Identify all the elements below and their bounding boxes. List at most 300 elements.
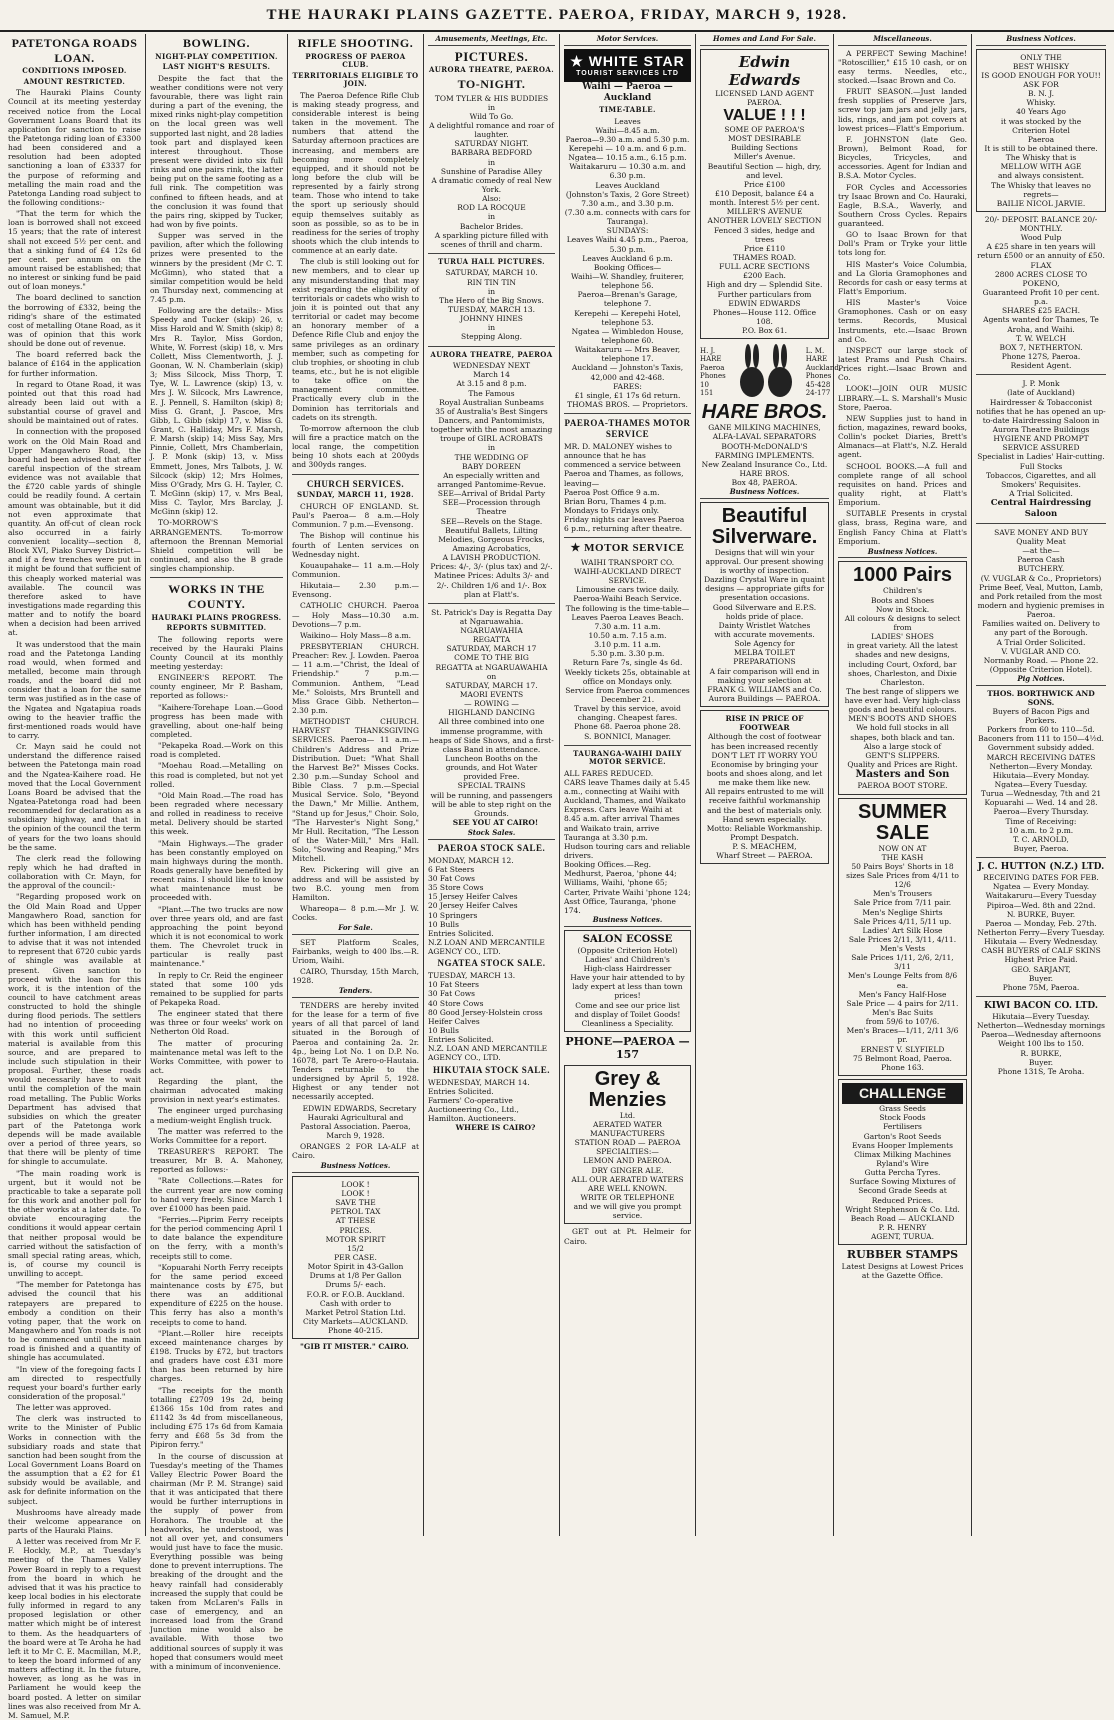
column-2 [146,34,288,1671]
text-line: Waitakaruru—Every Tuesday [985,891,1097,901]
text-line: Normanby Road. — Phone 22. [983,655,1099,665]
text-line: Buyer. [1028,1057,1054,1067]
paragraph: Mushrooms have already made their welcome appearance on parts of the Hauraki Plains. [8,1507,141,1535]
text-line: PETROL TAX [330,1207,381,1217]
divider [976,857,1106,858]
paragraph: The board declined to sanction the borrowing of £332, being the riding's share of the estimated cost of metalling Otane Road, as it was of opinion that this work should be done out of revenue. [8,293,141,349]
text-line: Ltd. [619,1110,636,1120]
text-line: RECEIVING DATES FOR FEB. [983,873,1099,883]
text-line: HARE BROS. [739,468,790,478]
text-line: Criterion Hotel [1012,125,1070,135]
text-line: Economise by bringing your boots and shoes along, and let me make them like new. [706,759,823,788]
paragraph: LOOK!—JOIN OUR MUSIC LIBRARY.—L. S. Marshall's Music Store, Paeroa. [838,384,967,412]
text-line: N.Z LOAN AND MERCANTILE AGENCY CO., LTD. [428,937,545,957]
star-icon: ★ [570,52,584,69]
text-line: AT THESE [335,1216,376,1226]
text-line: with accurate movements. [714,630,815,640]
divider [976,374,1106,375]
paragraph: The matter of procuring maintenance metal was left to the Works Committee, with power to act. [150,1038,283,1075]
text-line: Wright Stephenson & Co. Ltd. [845,1204,960,1214]
turua-list [428,268,555,341]
text-line: CASH BUYERS of CALF SKINS [981,946,1101,956]
text-line: Fertilisers [883,1122,922,1132]
text-line: Farmers' Co-operative Auctioneering Co., Ltd., Hamilton. Auctioneers. [428,1095,519,1124]
paragraph: "Moehau Road.—Metalling on this road is completed, but not yet rolled. [150,761,283,789]
text-line: £200 Each. [743,271,786,281]
text-line: — ROWING — [464,699,519,709]
text-line: Sole Agency for [734,639,795,649]
text-line: 6 Fat Steers [428,864,475,874]
hutton-list [976,873,1106,992]
text-line: A dramatic comedy of real New York. [431,175,552,194]
flax-ad [976,215,1106,370]
route: Waihi — Paeroa — Auckland [582,82,673,104]
text-line: 10 Bulls [428,1026,459,1036]
text-line: Cash with order to [319,1298,392,1308]
text-line: We hold full stocks in all shapes, both black and tan. [850,723,955,742]
text-line: SUNDAYS: [606,226,649,236]
text-line: Ngatea— 10.15 a.m., 6.15 p.m. [568,153,687,163]
text-line: Buyer, Paeroa. [1013,844,1069,854]
text-line: Netherton—Wednesday mornings [977,1021,1105,1031]
text-line: Auckland — Johnston's Taxis, 42,000 and 42-468. [571,363,684,382]
section-misc: Miscellaneous. [838,35,967,46]
text-line: SATURDAY, MARCH 10. [445,268,538,278]
paeroa-stock-list [428,856,555,957]
paragraph: INSPECT our large stock of latest Prams and Push Chairs. Prices right.—Isaac Brown and Co. [838,345,967,383]
text-line: Motor Spirit in 43-Gallon Drums at 1/8 Per Gallon [307,1262,404,1281]
text-line: A Trial Order Solicited. [996,637,1086,647]
text-line: BOOTH-McDONALD'S [721,441,808,451]
paragraph: A PERFECT Sewing Machine! "Rotoscillier," £15 10 cash, or on easy terms. Needles, etc., stocked.—Isaac Brown and Co. [838,48,967,85]
text-line: BOX 7, NETHERTON. [999,342,1083,352]
text-line: The Whisky that is [1005,153,1077,163]
paragraph: "Main Highways.—The grader has been constantly employed on main highways during the month. Roads generally have benefited by recent rains. I should like to know what maintenance must be proceeded with. [150,838,283,903]
text-line: HIGHLAND DANCING [448,708,535,718]
article-body [8,88,141,1720]
paragraph: "Plant.—Roller hire receipts exceed maintenance charges by £198. Trucks by £72, but tractors and graders have cost £31 more than has been returned by hire charges. [150,1328,283,1384]
text-line: Although the cost of footwear has been increased recently [707,732,822,751]
text-line: Paeroa-Waihi Beach Service. [573,594,682,604]
edwin-list [704,89,825,107]
article-body [150,635,283,1671]
text-line: H. J. [700,346,716,355]
text-line: Fenced 3 sides, hedge and trees [714,225,815,244]
text-line: Ngatea—Every Tuesday. [994,780,1088,790]
text-line: Netherton—Every Monday. [989,761,1093,771]
text-line: MONDAY, MARCH 12. [428,855,514,865]
text-line: in [487,286,496,296]
text-line: Designs that will win your approval. Our present showing is worthy of inspection. [705,547,824,576]
divider [428,603,555,604]
hare-bros-logo [700,342,842,402]
text-line: B. N. J. [1028,89,1054,99]
cairo-ad: SEE YOU AT CAIRO! [452,818,539,828]
text-line: 40 Store Cows [428,998,484,1008]
text-line: WEDNESDAY, MARCH 14. [428,1077,530,1087]
text-line: FLAX [1030,260,1052,270]
text-line: Climax Milking Machines [854,1149,951,1159]
divider [292,474,419,475]
text-line: 20 Jersey Heifer Calves [428,901,518,911]
text-line: 40 Years Ago [1016,107,1066,117]
text-line: ARE WELL KNOWN. [588,1183,667,1193]
text-line: 151 [700,389,714,398]
text-line: STATION ROAD — PAEROA [574,1138,681,1148]
paragraph: SCHOOL BOOKS.—A full and complete range of all school requisites on hand. Prices and quality right, at Flatt's Emporium. [838,461,967,508]
paragraph: The Bishop will continue his fourth of Lenten services on Wednesday night. [292,531,419,559]
text-line: FARES: [613,381,642,391]
paragraph: HIS Master's Voice Gramophones. Cash or on easy terms. Records, Musical Instruments, etc.—Isaac Brown and Co. [838,298,967,344]
text-line: S. BONNICI, Manager. [584,731,671,741]
text-line: Men's Trousers [873,889,932,899]
subhead: LAST NIGHT'S RESULTS. [162,62,271,72]
silverware-ad [700,502,829,707]
text-line: It is still to be obtained there. [984,143,1098,153]
text-line: Waihi—W. Shandley, fruiterer, telephone 56. [571,272,684,291]
text-line: Sale Price — 4 pairs for 2/11. [846,998,959,1008]
divider [976,523,1106,524]
text-line: MEN'S BOOTS AND SHOES [848,714,957,724]
text-line: SEE—Revels on the Stage. [440,516,543,526]
text-line: Porkers from 60 to 110—5d. [987,725,1095,735]
text-line: in [487,102,496,112]
column-7 [834,34,972,1536]
paragraph: The matter was referred to the Works Committee for a report. [150,1126,283,1145]
text-line: Sale Prices 1/11, 2/6, 2/11, 3/11 [851,953,954,972]
text-line: BEST WHISKY [1012,61,1070,71]
text-line: Tobaccos, Cigarettes, and all Smokers' Requisites. [985,470,1096,489]
text-line: Guaranteed Profit 10 per cent. p.a. [982,288,1100,307]
text-line: MR. D. MALONEY wishes to announce that he has commenced a service between Paeroa and Thames, as follows, leaving— [564,442,684,488]
headline-bowling: BOWLING. [182,36,250,50]
text-line: Mondays to Fridays only. [564,506,659,516]
programme-list [428,94,555,249]
column-1 [4,34,146,1720]
text-line: MOTOR SPIRIT [325,1234,386,1244]
article-body [150,74,283,574]
text-line: Dazzling Crystal Ware in quaint designs — appropriate gifts for presentation occasions. [704,575,825,603]
text-line: (V. VUGLAR & Co., Proprietors) [980,573,1102,583]
text-line: Phones [700,372,726,381]
text-line: in [487,443,496,453]
text-line: SAVE THE [335,1198,376,1208]
text-line: (7.30 a.m. connects with cars for Tauranga). [564,208,691,227]
text-line: SAVE MONEY AND BUY [994,527,1088,537]
text-line: High and dry — Splendid Site. [706,280,823,290]
text-line: Children's [883,586,922,596]
text-line: Brian Boru, Thames 4 p.m. [564,496,667,506]
text-line: it was stocked by the [1000,116,1082,126]
text-line: Men's Braces—1/11, 2/11 3/6 pr. [846,1026,959,1045]
text-line: AERATED WATER [593,1119,662,1129]
text-line: P.O. Box 61. [742,326,787,336]
paragraph: The Hauraki Plains County Council at its meeting yesterday received notice from the Local Government Loans Board that its application for sanction to raise the Patetonga riding loan of £3300 had been considered and a resolution had been adopted sanctioning a loan of £3337 for the purpose of reforming and metalling the main road and the Patetonga Landing road subject to the following conditions:- [8,88,141,207]
text-line: Netherton Ferry—Every Tuesday. [977,927,1105,937]
text-line: Limousine cars twice daily. [576,585,679,595]
text-line: FARMING IMPLEMENTS. [714,450,815,460]
text-line: A LAVISH PRODUCTION. [442,553,541,563]
text-line: Return Fare 7s, single 4s 6d. [572,658,683,668]
text-line: BAILIE NICOL JARVIE. [996,198,1086,208]
text-line: TUESDAY, MARCH 13. [447,305,536,315]
headline-works: WORKS IN THE COUNTY. [168,582,265,611]
text-line: MAORI EVENTS [459,690,524,700]
text-line: THE KASH [881,852,924,862]
newspaper-columns [4,34,1110,1720]
text-line: Further particulars from [717,289,812,299]
text-line: WAIHI TRANSPORT CO. [580,557,675,567]
text-line: Waitakaruru — 10.30 a.m. and 6.30 p.m. [569,162,686,181]
masthead [0,0,1114,32]
paragraph: To-morrow afternoon the club will fire a practice match on the local range, the competition being 10 shots each at 200yds and 300yds ranges. [292,423,419,470]
paragraph: SUITABLE Presents in crystal glass, brass, Regina ware, and English Fancy China at Flatt's Emporium. [838,509,967,546]
grey-menzies-title: Grey & Menzies [588,1067,667,1111]
text-line: Come and see our price list and display of Toilet Goods! [574,1000,681,1019]
text-line: Highest Price Paid. [1004,955,1078,965]
paragraph: A letter was received from Mr F. F. Hockly, M.P., at Tuesday's meeting of the Thames Valley Power Board in reply to a request from the board in which he advised that it was his practice to keep local bodies in his electorate fully informed in regard to any proposed legislation or other matter which might be of interest to them. As the headquarters of the board were at Te Aroha he had left it to Mr C. E. Macmillan, M.P., to keep the board informed of any matters affecting it. In the future, however, as long as he was in Parliament he would keep the board posted. A letter on similar lines was also received from Mr A. M. Samuel, M.P. [8,1537,141,1720]
paragraph: "Regarding proposed work on the Old Main Road and Upper Mangawhero Road, sanction for which has been withheld pending further information, I am directed to advise that it was not intended to represent that 6720 cubic yards of shingle was available at present. Given sanction to proceed with the loan for this work, it is the intention of the council to have catchment areas constructed to hold the shingle during flood periods. The settlers had no intention of proceeding with this work until sufficient material is available from this source, and are prepared to include such stipulation in their proposal. Further, these roads would necessarily have to wait until the completion of the main road metalling. The Public Works Department has advised that subsidies on which the greater part of the Patetonga work depends will be made available over a period of three years, so that there will be plenty of time for shingle to accumulate. [8,892,141,1167]
tender-text: TENDERS are hereby invited for the lease for a term of five years of all that parcel of land situated in the Borough of Paeroa and containing 2a. 2r. 4p., being Lot No. 1 on D.P. No. 16078, part Te Arero-o-Hautaia. Tenders returnable to the undersigned by April 5, 1928. Highest or any tender not necessarily accepted. [292,1000,419,1102]
column-4 [424,34,560,1536]
text-line: 10 [700,380,709,389]
text-line: 2800 ACRES CLOSE TO POKENO, [994,269,1088,288]
text-line: NGARUAWAHIA [460,626,523,636]
text-line: LADIES' SHOES [871,632,934,642]
edwin-edwards-ad [700,49,829,340]
text-line: Ladies' Art Silk Hose [862,925,943,935]
pairs-title: 1000 Pairs [853,564,952,587]
text-line: 35 Store Cows [428,883,484,893]
text-line: A delightful romance and roar of laughter. [429,120,554,140]
text-line: ONLY THE [1020,52,1062,62]
text-line: Entries Solicited. [428,1035,494,1045]
boot-store: PAEROA BOOT STORE. [857,781,948,791]
text-line: Men's Bac Suits [871,1008,934,1018]
text-line: Also a large stock of [863,741,942,751]
paragraph: The club is still looking out for new members, and to clear up any misunderstanding that may exist regarding the eligibility of territorials or cadets who wish to join it is pointed out that any territorial or cadet may become an honorary member of a Defence Rifle Club and enjoy the same privileges as an ordinary member, such as competing for club trophies, or shooting in club teams, etc., but he is not eligible to take office on the management committee. Practically every club in the Dominion has territorials and cadets on its strength. [292,257,419,422]
paeroa-stock-head: PAEROA STOCK SALE. [437,842,546,853]
text-line: Phones [805,372,832,381]
text-line: HARE [700,355,722,364]
paragraph: The clerk read the following reply which he had drafted in collaboration with Cr. Mayn, for the approval of the council:- [8,853,141,891]
hare-list [700,423,829,487]
text-line: Buyers of Bacon Pigs and Porkers. [992,706,1090,726]
text-line: GEO. SARJANT, [1011,964,1071,974]
column-8 [972,34,1110,1536]
text-line: Wharf Street — PAEROA. [716,851,813,861]
divider [976,996,1106,997]
section-business: Business Notices. [838,548,967,559]
text-line: Now in Stock. [875,604,930,614]
kiwi-list [976,1012,1106,1076]
text-line: ALL OUR AERATED WATERS [571,1174,684,1184]
text-line: T. W. WELCH [1015,333,1067,343]
text-line: SATURDAY, MARCH 17 [446,644,537,654]
text-line: IS GOOD ENOUGH FOR YOU!! [981,70,1101,80]
footwear-list [704,732,825,860]
white-star-subtitle: TOURIST SERVICES LTD [576,69,679,77]
text-line: 45-428 [805,380,831,389]
paragraph: "That the term for which the loan is borrowed shall not exceed 15 years; that the rate of interest shall not exceed 5½ per cent. and that a sinking fund of £4 12s 6d per cent. per annum on the amount raised be established; that no interest or sinking fund be paid out of loan moneys." [8,209,141,292]
text-line: in great variety. All the latest shades and new designs, including Court, Oxford, bar shoes, Charleston, and Dixie Charleston. [847,641,958,687]
section-business: Business Notices. [292,1162,419,1173]
challenge-ad [838,1079,967,1245]
text-line: 10 Fat Steers [428,980,479,990]
grey-menzies-list [568,1111,687,1221]
text-line: Hairdresser & Tobacconist [989,397,1093,407]
column-5 [560,34,696,1536]
text-line: Cleanliness a Speciality. [581,1018,674,1028]
text-line: Ryland's Wire [876,1158,929,1168]
paragraph: Cr. Mayn said he could not understand the difference raised between the Patetonga main road and the Ngatea-Kaihere road. He moved that the Local Government Loans Board be advised that the Ngatea-Patetonga road had been recommended for declaration as a subsidiary highway, and that in the opinion of the council the term of years for the two loans should be the same. [8,742,141,852]
text-line: Hudson touring cars and reliable drivers. [564,841,691,860]
text-line: Sale Prices 4/11, 5/11 up. [853,916,952,926]
subhead: AMOUNT RESTRICTED. [23,76,126,86]
misc-list [838,49,967,546]
masters-son: Masters and Son [855,769,950,781]
text-line: Paeroa—9.30 a.m. and 5.30 p.m. [565,134,690,144]
text-line: FRANK G. WILLIAMS and Co. [707,684,822,694]
text-line: ANOTHER LOVELY SECTION [707,216,822,226]
text-line: Building Sections [731,143,798,153]
text-line: Entries Solicited. [428,928,494,938]
text-line: Sale Price from 7/11 pair. [853,898,952,908]
text-line: 80 Good Jersey-Holstein cross Heifer Calves [428,1007,543,1026]
hare-left [700,347,726,398]
text-line: BARBARA BEDFORD [451,148,532,158]
paragraph: "Rate Collections.—Rates for the current year are now coming to hand very freely. Since March 1 over £1000 has been paid. [150,1176,283,1213]
text-line: 7.30 a.m. 11 a.m. [594,621,661,631]
section-business: Business Notices. [564,916,691,927]
text-line: Pipiroa—Wed. 8th and 22nd. [986,900,1096,910]
paragraph: The engineer stated that there was three or four weeks' work on Netherton Old Road. [150,1009,283,1037]
text-line: The Famous [468,388,515,398]
text-line: Wood Pulp [1020,233,1062,243]
text-line: The best range of slippers we have ever had. Very high-class goods and beautiful colours. [844,686,961,715]
text-line: Stock Foods [879,1113,926,1123]
text-line: Garton's Root Seeds [863,1131,942,1141]
text-line: Surface Sowing Mixtures of Second Grade Seeds at Reduced Prices. [849,1177,956,1205]
summer-sale-ad [838,798,967,1077]
text-line: Phones—House 112. Office 108. [712,307,817,326]
paeroa-thames-head: PAEROA-THAMES MOTOR SERVICE [564,418,691,440]
text-line: Phone 127S, Paeroa. [1001,352,1081,362]
text-line: Evans Hooper Implements [852,1140,953,1150]
paragraph: "The main roading work is urgent, but it would not be practicable to take a separate poll for this work and another poll for the other works at a later date. To obviate encouraging the conditions it would appear certain that neither proposal would be carried without the satisfaction of small special rating areas, which, is, of course my council is unwilling to accept. [8,1168,141,1279]
text-line: £10 Deposit, balance £4 a month. Interest 5½ per cent. [709,188,820,208]
text-line: Paeroa [700,363,725,372]
text-line: Bachelor Brides. [459,221,524,231]
oranges-ad: ORANGES 2 FOR LA-ALF at Cairo. [292,1142,419,1161]
section-amusements: Amusements, Meetings, Etc. [428,35,555,46]
column-6 [696,34,842,1536]
text-line: THAMES ROAD. [733,252,796,262]
text-line: WRITE OR TELEPHONE [580,1193,675,1203]
text-line: R. BURKE, [1020,1048,1062,1058]
salon-title: SALON ECOSSE [582,933,673,945]
text-line: Men's Vests [879,944,926,954]
paragraph: The letter was approved. [16,1403,112,1413]
paragraph: TREASURER'S REPORT. The treasurer, Mr B. A. Mahoney, reported as follows:- [150,1147,283,1175]
text-line: and always consistent. [997,171,1085,181]
text-line: 5.30 p.m. 3.30 p.m. [590,649,665,659]
text-line: Resident Agent. [1010,361,1072,371]
text-line: in [487,323,496,333]
text-line: Travel by this service, avoid changing. Cheapest fares. [574,704,681,723]
text-line: THE WEDDING OF [454,452,529,462]
text-line: Booking Offices.—Reg. Medhurst, Paeroa, 'phone 44; Williams, Waihi, 'phone 65; Carter, Private Waihi 'phone 124; Asst Office, Tauranga, 'phone 174. [564,860,691,915]
text-line: Miller's Avenue. [733,152,796,162]
text-line: and we will give you prompt service. [573,1202,682,1221]
text-line: Phone 40-215. [328,1326,383,1336]
white-star-logo [564,49,691,83]
text-line: MARCH RECEIVING DATES [986,752,1096,762]
paragraph: Waikino— Holy Mass—8 a.m. [300,630,412,640]
text-line: An especially written and arranged Pantomime-Revue. [437,470,546,489]
text-line: Turua —Wednesday, 7th and 21 [980,789,1102,799]
section-motor: Motor Services. [564,35,691,46]
text-line: LOOK ! [341,1179,370,1189]
text-line: Price £110 [743,243,786,253]
summer-list [842,844,963,1073]
grey-menzies-ad [564,1065,691,1225]
text-line: Also: [482,194,501,204]
paragraph: "Pekapeka Road.—Work on this road is completed. [150,741,283,760]
where-cairo: WHERE IS CAIRO? [455,1123,536,1133]
text-line: Boots and Shoes [870,595,935,605]
text-line: March 14 [473,370,510,380]
text-line: Families waited on. Delivery to any part of the Borough. [982,619,1100,638]
text-line: SATURDAY, MARCH 17. [445,680,538,690]
paragraph: CHURCH OF ENGLAND. St. Paul's Paeroa— 8 a.m.—Holy Communion. 7 p.m.—Evensong. [292,502,419,530]
text-line: All repairs entrusted to me will receive faithful workmanship and the best of materials only. Hand sewn especially. [705,787,824,824]
waihi-transport-list [564,558,691,741]
text-line: ROD LA ROCQUE [457,203,526,213]
paragraph: "In view of the foregoing facts I am directed to respectfully request your board's further early consideration of the proposal." [8,1364,141,1401]
text-line: Phone 163. [881,1062,924,1072]
text-line: Box 48, PAEROA. [731,478,798,488]
text-line: COME TO THE BIG [454,653,529,663]
divider [564,413,691,414]
central-hairdressing: Central Hairdressing Saloon [990,498,1092,519]
paragraph: "The receipts for the month totalling £2709 19s 2d, being £1366 15s 10d from rates and £1142 3s 4d from miscellaneous, including £75 17s 6d from Kamaia ferry and £68 5s 3d from the Pipiron ferry." [150,1385,283,1450]
text-line: L. M. [805,346,825,355]
text-line: HARE [805,355,828,364]
paragraph: In reply to Cr. Reid the engineer stated that some 100 yds remained to be supplied for parts of Pekapeka Road. [150,970,283,1007]
paragraph: ENGINEER'S REPORT. The county engineer, Mr P. Basham, reported as follows:- [150,673,283,701]
text-line: MILLER'S AVENUE [726,207,803,217]
text-line: (Opposite Criterion Hotel). [989,664,1093,674]
section-homes: Homes and Land For Sale. [700,35,829,46]
text-line: Kerepehi — 10 a.m. and 6 p.m. [568,144,687,154]
hikutaia-stock-list [428,1078,555,1124]
text-line: Prices: 4/-, 3/- (plus tax) and 2/-. Matinee Prices: Adults 3/- and 2/-. Children 1/6 and 1/-. Box plan at Flatt's. [430,562,553,599]
text-line: Time of Receiving: [1005,816,1077,826]
text-line: Stepping Along. [461,332,522,342]
paragraph: F. JOHNSTON (late Geo. Brown), Belmont Road, for Bicycles, Tricycles, and accessories. Agent for Indian and B.S.A. Motor Cycles. [838,134,967,181]
divider [150,577,283,578]
subhead: REPORTS SUBMITTED. [166,623,267,633]
text-line: P. R. HENRY [878,1222,927,1232]
text-line: High-class Hairdresser [583,963,672,973]
text-line: At 3.15 and 8 p.m. [456,379,527,389]
text-line: Entries Solicited. [428,1086,494,1096]
white-star-title: WHITE STAR [588,52,685,69]
paragraph: NEW Supplies just to hand in fiction, magazines, reward books, Collin's pocket Diaries, Brett's Almanacs—at Flatt's, N.Z. Herald agent. [838,413,967,460]
paragraph: In connection with the proposed work on the Old Main Road and Upper Mangawhero Road, the board had been advised that after careful inspection of the stream evidence was not available that the £720 cable yards of shingle could be readily found. A certain amount was obtainable, but it did not even approximate that quantity. An off-cut of clean rock also occurred in a fairly convenient locality—section 8, Block XVI, Piako Survey District—and if a few trenches were put in it might be found that sufficient of this cheaply worked material was available. The council was therefore asked to have investigations made regarding this matter and to notify the board when a decision had been arrived at. [8,427,141,638]
text-line: LOOK ! [341,1189,370,1199]
